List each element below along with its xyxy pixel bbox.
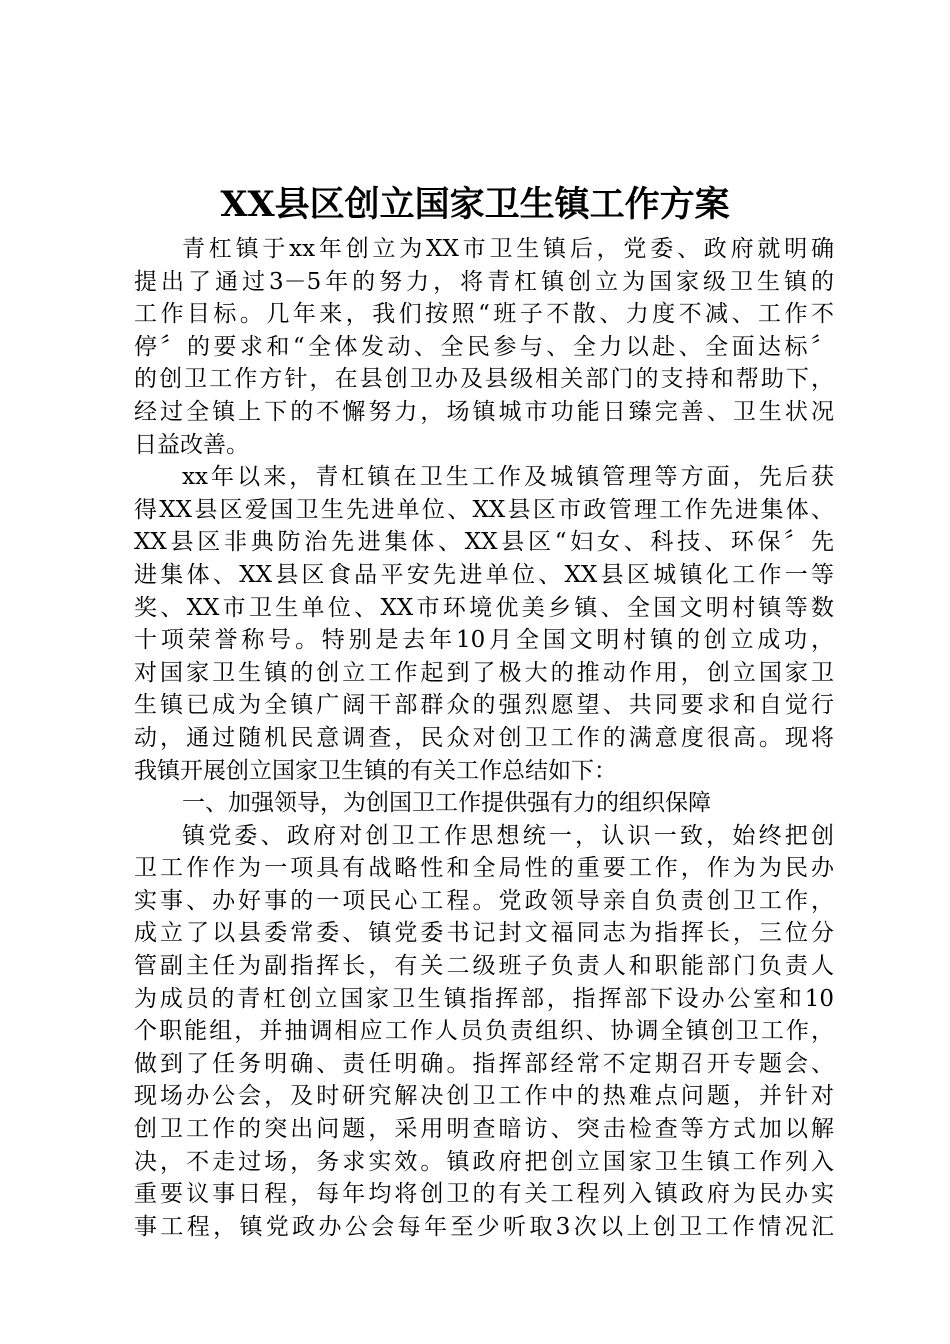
body-line: 决，不走过场，务求实效。镇政府把创立国家卫生镇工作列入	[134, 1148, 834, 1175]
body-line: 卫工作作为一项具有战略性和全局性的重要工作，作为为民办	[134, 855, 834, 882]
body-line: 日益改善。	[134, 431, 249, 458]
body-line: 的创卫工作方针，在县创卫办及县级相关部门的支持和帮助下，	[134, 366, 834, 393]
document-title: XX县区创立国家卫生镇工作方案	[220, 184, 730, 225]
body-line: 现场办公会，及时研究解决创卫工作中的热难点问题，并针对	[134, 1083, 834, 1110]
body-line: 生镇已成为全镇广阔干部群众的强烈愿望、共同要求和自觉行	[134, 692, 834, 719]
body-line: 奖、XX市卫生单位、XX市环境优美乡镇、全国文明村镇等数	[134, 594, 834, 621]
body-line: 做到了任务明确、责任明确。指挥部经常不定期召开专题会、	[134, 1050, 834, 1077]
body-line: 进集体、XX县区食品平安先进单位、XX县区城镇化工作一等	[134, 561, 834, 588]
body-line: 重要议事日程，每年均将创卫的有关工程列入镇政府为民办实	[134, 1181, 834, 1208]
body-line: XX县区非典防治先进集体、XX县区“妇女、科技、环保〞先	[134, 529, 834, 556]
body-line: 一、加强领导，为创国卫工作提供强有力的组织保障	[182, 790, 711, 817]
body-line: 经过全镇上下的不懈努力，场镇城市功能日臻完善、卫生状况	[134, 398, 834, 425]
body-line: 管副主任为副指挥长，有关二级班子负责人和职能部门负责人	[134, 953, 834, 980]
body-line: 成立了以县委常委、镇党委书记封文福同志为指挥长，三位分	[134, 920, 834, 947]
body-line: 工作目标。几年来，我们按照“班子不散、力度不减、工作不	[134, 301, 834, 328]
body-line: 实事、办好事的一项民心工程。党政领导亲自负责创卫工作，	[134, 887, 834, 914]
body-line: 得XX县区爱国卫生先进单位、XX县区市政管理工作先进集体、	[134, 496, 834, 523]
body-line: 创卫工作的突出问题，采用明查暗访、突击检查等方式加以解	[134, 1116, 834, 1143]
document-body	[134, 233, 834, 1243]
body-line: 我镇开展创立国家卫生镇的有关工作总结如下：	[134, 757, 617, 784]
body-line: 动，通过随机民意调查，民众对创卫工作的满意度很高。现将	[134, 724, 834, 751]
body-line: 为成员的青杠创立国家卫生镇指挥部，指挥部下设办公室和10	[134, 985, 834, 1012]
body-line: 事工程，镇党政办公会每年至少听取3次以上创卫工作情况汇	[134, 1213, 834, 1240]
body-line: 青杠镇于xx年创立为XX市卫生镇后，党委、政府就明确	[182, 236, 834, 262]
body-line: xx年以来，青杠镇在卫生工作及城镇管理等方面，先后获	[182, 464, 834, 491]
body-line: 停〞的要求和“全体发动、全民参与、全力以赴、全面达标〞	[134, 333, 834, 360]
body-line: 十项荣誉称号。特别是去年10月全国文明村镇的创立成功，	[134, 627, 834, 654]
body-line: 提出了通过3－5年的努力，将青杠镇创立为国家级卫生镇的	[134, 268, 834, 295]
body-line: 个职能组，并抽调相应工作人员负责组织、协调全镇创卫工作，	[134, 1018, 834, 1045]
body-line: 镇党委、政府对创卫工作思想统一，认识一致，始终把创	[182, 822, 834, 849]
body-line: 对国家卫生镇的创立工作起到了极大的推动作用，创立国家卫	[134, 659, 834, 686]
